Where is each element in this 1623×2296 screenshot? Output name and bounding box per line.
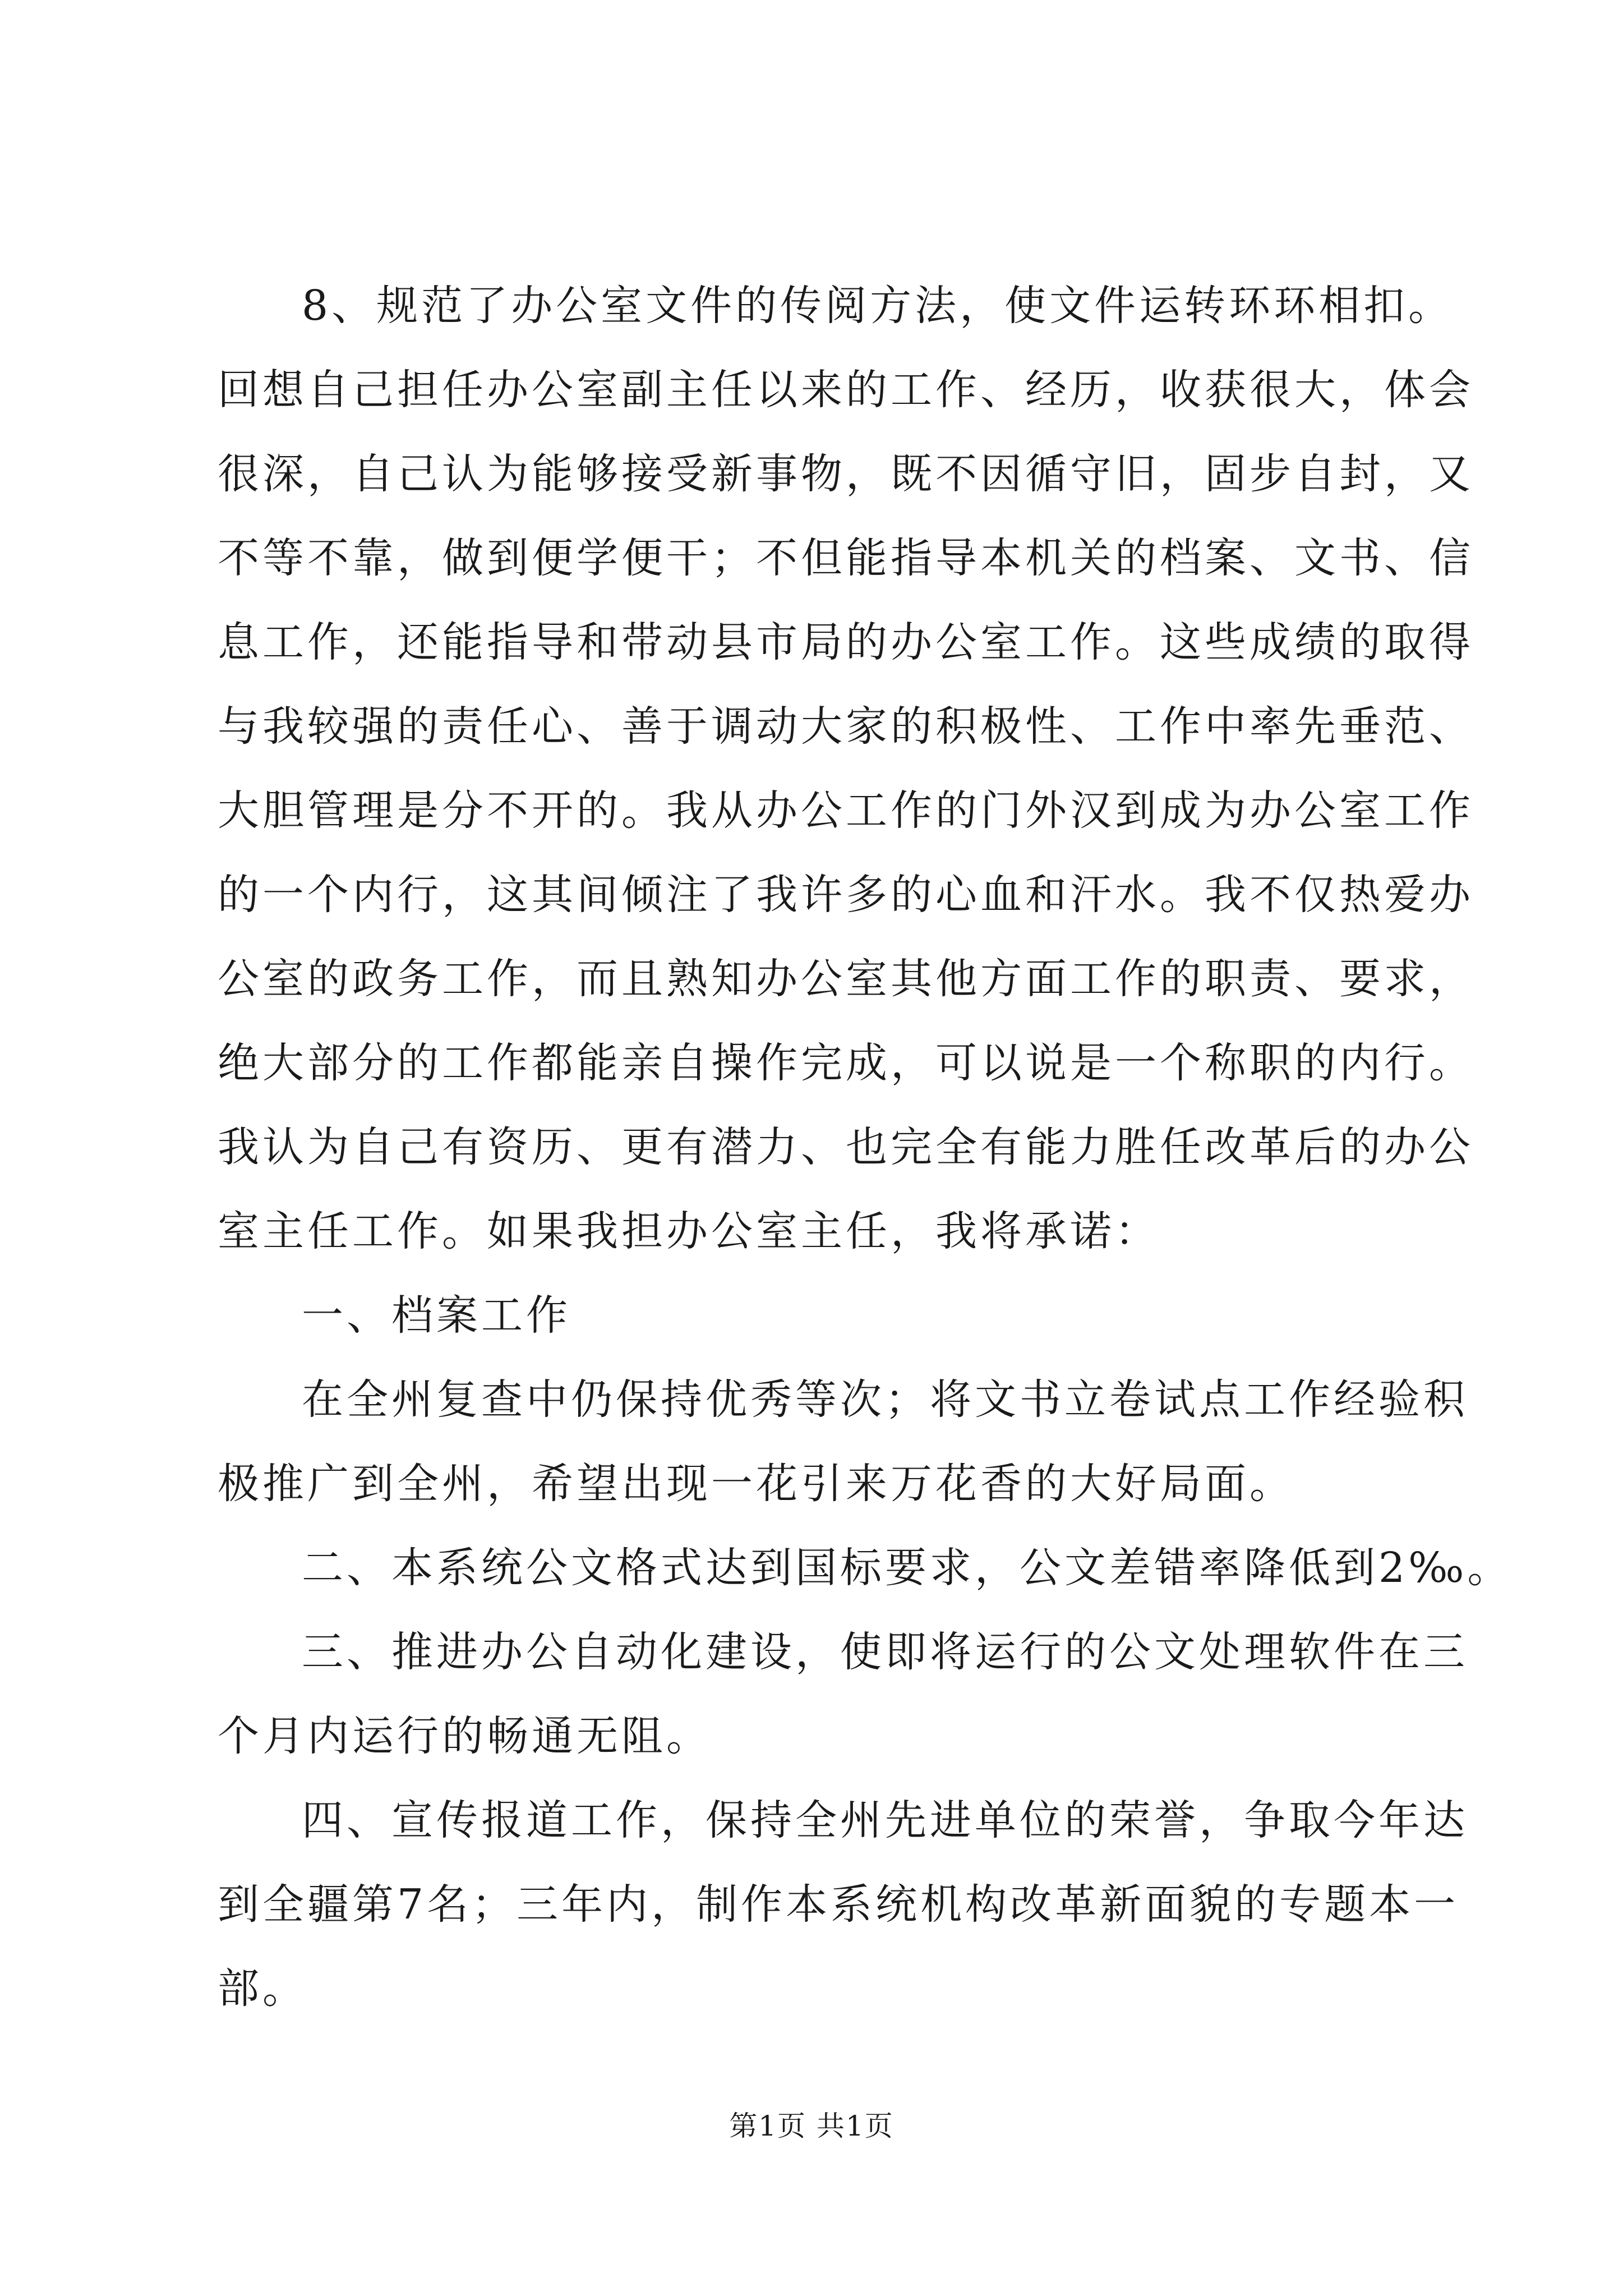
paragraph-line: 室主任工作。如果我担办公室主任，我将承诺： bbox=[218, 1207, 1160, 1255]
paragraph-line: 绝大部分的工作都能亲自操作完成，可以说是一个称职的内行。 bbox=[218, 1039, 1474, 1087]
page-number-label: 第1页 共1页 bbox=[729, 2110, 894, 2142]
paragraph-line: 我认为自己有资历、更有潜力、也完全有能力胜任改革后的办公 bbox=[218, 1123, 1474, 1171]
paragraph-line: 息工作，还能指导和带动县市局的办公室工作。这些成绩的取得 bbox=[218, 618, 1474, 666]
paragraph-line: 在全州复查中仍保持优秀等次；将文书立卷试点工作经验积 bbox=[302, 1375, 1468, 1424]
paragraph-line: 很深，自己认为能够接受新事物，既不因循守旧，固步自封，又 bbox=[218, 450, 1474, 498]
section-heading: 一、档案工作 bbox=[302, 1291, 571, 1340]
paragraph-line: 回想自己担任办公室副主任以来的工作、经历，收获很大，体会 bbox=[218, 366, 1474, 414]
paragraph-line: 8、规范了办公室文件的传阅方法，使文件运转环环相扣。 bbox=[302, 282, 1454, 330]
paragraph-line: 的一个内行，这其间倾注了我许多的心血和汗水。我不仅热爱办 bbox=[218, 871, 1474, 919]
paragraph-line: 不等不靠，做到便学便干；不但能指导本机关的档案、文书、信 bbox=[218, 534, 1474, 582]
paragraph-line: 部。 bbox=[218, 1964, 307, 2013]
paragraph-line: 到全疆第7名；三年内，制作本系统机构改革新面貌的专题本一 bbox=[218, 1880, 1459, 1929]
paragraph-line: 二、本系统公文格式达到国标要求，公文差错率降低到2‰。 bbox=[302, 1544, 1513, 1592]
paragraph-line: 个月内运行的畅通无阻。 bbox=[218, 1712, 711, 1760]
document-body bbox=[218, 264, 1513, 2031]
paragraph-line: 四、宣传报道工作，保持全州先进单位的荣誉，争取今年达 bbox=[302, 1796, 1468, 1844]
paragraph-line: 公室的政务工作，而且熟知办公室其他方面工作的职责、要求， bbox=[218, 955, 1474, 1003]
paragraph-line: 极推广到全州，希望出现一花引来万花香的大好局面。 bbox=[218, 1460, 1294, 1508]
paragraph-line: 三、推进办公自动化建设，使即将运行的公文处理软件在三 bbox=[302, 1628, 1468, 1676]
paragraph-line: 大胆管理是分不开的。我从办公工作的门外汉到成为办公室工作 bbox=[218, 786, 1474, 835]
page-footer bbox=[0, 2106, 1623, 2146]
paragraph-line: 与我较强的责任心、善于调动大家的积极性、工作中率先垂范、 bbox=[218, 702, 1474, 751]
